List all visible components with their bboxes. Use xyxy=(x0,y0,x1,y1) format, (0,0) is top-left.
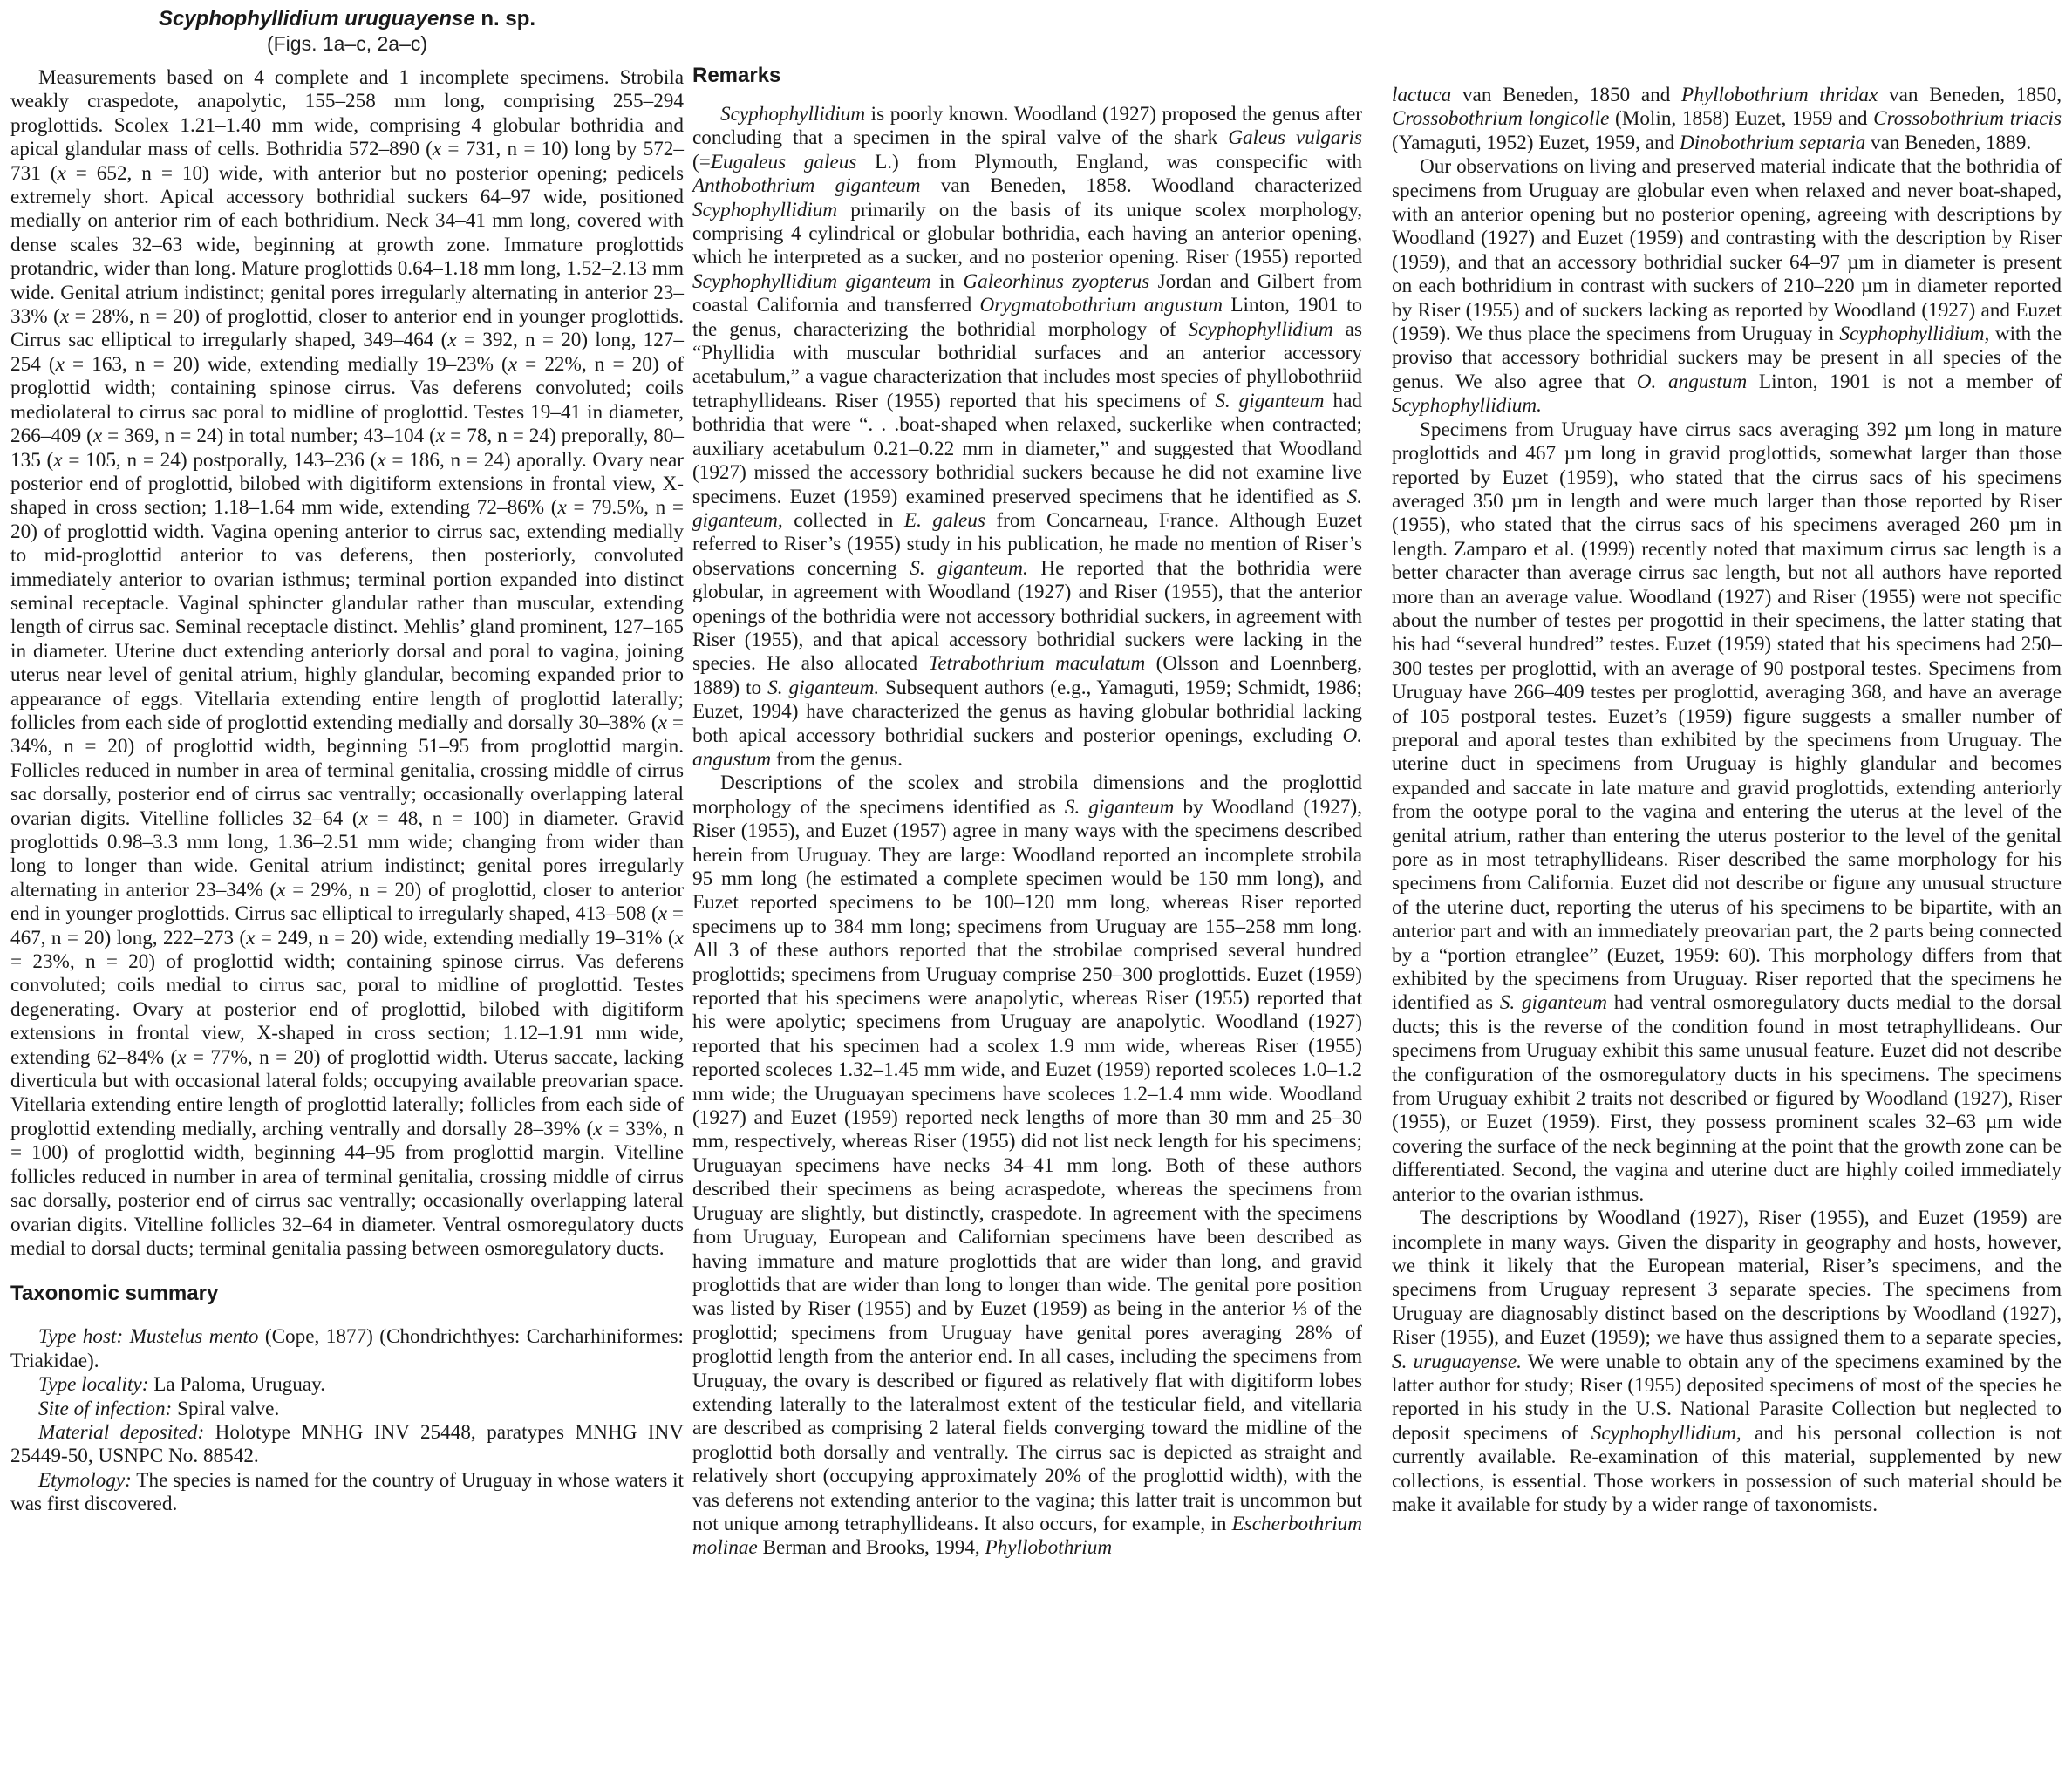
species-header xyxy=(10,7,684,56)
text-run: Measurements based on 4 complete and 1 incomplete specimens. Strobila weakly craspedote, anapolytic, 155–258 mm long, comprising 255–294 proglottids. Scolex 1.21–1.40 mm wide, comprising 4 globular bothridia and apical glandular mass of cells. Bothridia 572–890 ( xyxy=(10,66,684,161)
text-run: (Molin, 1858) Euzet, 1959 and xyxy=(1609,107,1874,131)
italic-text: Site of infection: xyxy=(38,1397,173,1420)
text-run: is poorly known. Woodland (1927) proposed the genus after concluding that a specimen in the spiral valve of the shark xyxy=(692,103,1362,150)
text-run: = 79.5%, n = 20) of proglottid width. Vagina opening anterior to cirrus sac, extending medially to mid-proglottid anterior to vas deferens, then posteriorly, convoluted immediately anterior to ovarian isthmus; terminal portion expanded into distinct seminal receptacle. Vaginal sphincter glandular rather than muscular, extending length of cirrus sac. Seminal receptacle distinct. Mehlis’ gland prominent, 127–165 in diameter. Uterine duct extending anteriorly dorsal and poral to vagina, joining uterus near level of genital atrium, highly glandular, becoming expanded prior to appearance of eggs. Vitellaria extending entire length of proglottid laterally; follicles from each side of proglottid extending medially and dorsally 30–38% ( xyxy=(10,496,684,734)
text-run: had ventral osmoregulatory ducts medial to the dorsal ducts; this is the reverse of the condition found in most tetraphyllideans. Our specimens from Uruguay exhibit this same unusual feature. Euzet did not describe the configuration of the osmoregulatory ducts in his specimens. The specimens from Uruguay exhibit 2 traits not described or figured by Woodland (1927), Riser (1955), or Euzet (1959). First, they possess prominent scales 32–63 µm wide covering the surface of the neck beginning at the point that the growth zone can be differentiated. Second, the vagina and uterine duct are highly coiled immediately anterior to the ovarian isthmus. xyxy=(1392,991,2062,1206)
italic-text: x xyxy=(246,926,256,949)
text-run: Subsequent authors (e.g., Yamaguti, 1959; Schmidt, 1986; Euzet, 1994) have characterized the genus as having globular bothridial lacking both apical accessory bothridial suckers and posterior openings, excluding xyxy=(692,676,1363,747)
italic-text: Galeorhinus zyopterus xyxy=(963,269,1150,293)
summary-entry xyxy=(10,1325,684,1373)
italic-text: lactuca xyxy=(1392,84,1452,106)
italic-text: S. giganteum. xyxy=(767,676,880,699)
italic-text: O. angustum xyxy=(692,724,1362,771)
text-run: = 77%, n = 20) of proglottid width. Uterus saccate, lacking diverticula but with occasional lateral folds; occupying available preovarian space. Vitellaria extending entire length of proglottid laterally; follicles from each side of proglottid extending medially, arching ventrally and dorsally 28–39% ( xyxy=(10,1045,684,1140)
italic-text: Phyllobothrium xyxy=(985,1536,1113,1560)
italic-text: Type host: Mustelus mento xyxy=(38,1325,259,1349)
species-title xyxy=(10,7,684,31)
italic-text: Scyphophyllidium. xyxy=(1392,394,1542,418)
column-left xyxy=(10,0,684,1517)
italic-text: x xyxy=(92,425,103,448)
italic-text: Orygmatobothrium angustum xyxy=(979,294,1223,317)
text-run: Jordan and Gilbert from coastal California and transferred xyxy=(692,269,1362,317)
text-run: van Beneden, 1889. xyxy=(1865,131,2032,154)
text-run: in xyxy=(930,269,964,293)
text-run: from Concarneau, France. Although Euzet referred to Riser’s (1955) study in his publication, he made no mention of Riser’s observations concerning xyxy=(692,508,1362,580)
text-run: Linton, 1901 to the genus, characterizing the bothridial morphology of xyxy=(692,294,1362,341)
text-run: with the proviso that accessory bothridial suckers may be present in all species of the genus. We also agree that xyxy=(1392,323,2062,393)
italic-text: Dinobothrium septaria xyxy=(1679,131,1866,154)
text-run: = 48, n = 100) in diameter. Gravid proglottids 0.98–3.3 mm long, 1.36–2.51 mm wide; changing from wider than long to longer than wide. Genital atrium indistinct; genital pores irregularly alternating in anterior 23–34% ( xyxy=(10,806,684,902)
text-run: = 186, n = 24) aporally. Ovary near posterior end of proglottid, bilobed with digitiform extensions in frontal view, X-shaped in cross section; 1.18–1.64 mm wide, extending 72–86% ( xyxy=(10,448,684,520)
italic-text: Type locality: xyxy=(38,1373,149,1397)
text-run: (Olsson and Loennberg, 1889) to xyxy=(692,652,1362,699)
text-run: had bothridia that were “. . .boat-shaped when relaxed, suckerlike when contracted; auxiliary acetabulum 0.21–0.22 mm in diameter,” and suggested that Woodland (1927) missed the accessory bothridial suckers because he did not examine live specimens. Euzet (1959) examined preserved specimens that he identified as xyxy=(692,389,1363,508)
italic-text: x xyxy=(435,425,446,448)
text-run: collected in xyxy=(782,508,904,532)
text-run: The species is named for the country of Uruguay in whose waters it was first discovered. xyxy=(10,1468,684,1516)
italic-text: x xyxy=(658,711,667,734)
text-run: La Paloma, Uruguay. xyxy=(148,1373,326,1397)
remarks-heading: Remarks xyxy=(692,64,781,87)
italic-text: Scyphophyllidium, xyxy=(1591,1421,1741,1445)
text-run: primarily on the basis of its unique scolex morphology, comprising 4 cylindrical or globular bothridia, each having an anterior opening, which he interpreted as a sucker, and no posterior opening. Riser (1955) reported xyxy=(692,198,1362,269)
text-run: = 29%, n = 20) of proglottid, closer to anterior end in younger proglottids. Cirrus sac elliptical to irregularly shaped, 413–508 ( xyxy=(10,878,685,926)
paragraph xyxy=(692,772,1362,1560)
italic-text: Crossobothrium triacis xyxy=(1873,107,2062,131)
italic-text: x xyxy=(674,926,684,949)
italic-text: x xyxy=(358,806,368,830)
description-body xyxy=(10,66,684,1261)
text-run: Berman and Brooks, 1994, xyxy=(757,1536,985,1560)
text-run: = 28%, n = 20) of proglottid, closer to anterior end in younger proglottids. Cirrus sac elliptical to irregularly shaped, 349–464 ( xyxy=(10,305,684,352)
text-run: van Beneden, 1850, xyxy=(1878,84,2062,106)
italic-text: x xyxy=(276,878,286,902)
italic-text: x xyxy=(508,352,518,376)
text-run: = 249, n = 20) wide, extending medially 19–31% ( xyxy=(255,926,675,949)
italic-text: x xyxy=(447,329,457,352)
italic-text: x xyxy=(658,902,667,926)
text-run: = 23%, n = 20) of proglottid width; containing spinose cirrus. Vas deferens convoluted; coils medial to cirrus sac, poral to midline of proglottid. Testes degenerating. Ovary at posterior end of proglottid, bilobed with digitiform extensions in frontal view, X-shaped in cross section; 1.12–1.91 mm wide, extending 62–84% ( xyxy=(10,950,684,1069)
italic-text: Eugaleus galeus xyxy=(710,150,857,173)
summary-entry xyxy=(10,1373,684,1397)
text-run: from the genus. xyxy=(771,747,903,771)
text-run: as “Phyllidia with muscular bothridial surfaces and an anterior accessory acetabulum,” a vague characterization that includes most species of phyllobothriid tetraphyllideans. Riser (1955) reported that his specimens of xyxy=(692,317,1362,412)
italic-text: x xyxy=(557,496,567,520)
summary-entry xyxy=(10,1421,684,1469)
italic-text: Scyphophyllidium xyxy=(692,198,838,221)
italic-text: x xyxy=(59,305,70,329)
italic-text: S. giganteum xyxy=(1215,389,1325,412)
italic-text: x xyxy=(432,138,442,161)
italic-text: Scyphophyllidium xyxy=(720,103,866,126)
italic-text: Etymology: xyxy=(38,1468,132,1492)
text-run: (= xyxy=(692,150,711,173)
italic-text: x xyxy=(55,352,65,376)
italic-text: S. uruguayense. xyxy=(1392,1350,1522,1373)
text-run: Descriptions of the scolex and strobila dimensions and the proglottid morphology of the specimens identified as xyxy=(692,772,1362,819)
italic-text: x xyxy=(53,448,63,472)
text-run: L.) from Plymouth, England, was conspecific with xyxy=(856,150,1362,173)
text-run: = 467, n = 20) long, 222–273 ( xyxy=(10,902,684,949)
remarks-body-part1 xyxy=(692,103,1362,1561)
paragraph xyxy=(1392,84,2062,155)
italic-text: S. giganteum xyxy=(1499,991,1607,1015)
paragraph xyxy=(692,103,1362,772)
summary-entry xyxy=(10,1469,684,1517)
paragraph xyxy=(1392,418,2062,1207)
text-run: Spiral valve. xyxy=(172,1397,280,1420)
summary-entry xyxy=(10,1398,684,1421)
column-right xyxy=(1392,0,2062,1517)
paragraph xyxy=(1392,1207,2062,1517)
column-middle xyxy=(692,0,1362,1561)
italic-text: Scyphophyllidium, xyxy=(1839,323,1990,346)
text-run: = 731, n = 10) long by 572–731 ( xyxy=(10,138,684,185)
text-run: Holotype MNHG INV 25448, paratypes MNHG INV 25449-50, USNPC No. 88542. xyxy=(10,1420,685,1468)
text-run: = 369, n = 24) in total number; 43–104 ( xyxy=(102,425,436,448)
text-run: = 163, n = 20) wide, extending medially 19–23% ( xyxy=(64,352,508,376)
text-run: (Cope, 1877) (Chondrichthyes: Carcharhiniformes: Triakidae). xyxy=(10,1325,684,1372)
text-run: = 652, n = 10) wide, with anterior but no posterior opening; pedicels extremely short. Apical accessory bothridial suckers 64–97 wide, positioned medially on anterior rim of each bothridium. Neck 34–41 mm long, covered with dense scales 32–63 wide, beginning at growth zone. Immature proglottids protandric, wider than long. Mature proglottids 0.64–1.18 mm long, 1.52–2.13 mm wide. Genital atrium indistinct; genital pores irregularly alternating in anterior 23–33% ( xyxy=(10,161,684,329)
paragraph xyxy=(10,66,684,1261)
italic-text: Galeus vulgaris xyxy=(1228,126,1362,150)
text-run: He reported that the bothridia were globular, in agreement with Woodland (1927) and Riser (1955), that the anterior openings of the bothridia were not accessory bothridial suckers, in agreement with Riser (1955), and that apical accessory bothridial suckers were lacking in the species. He also allocated xyxy=(692,556,1363,676)
text-run: = 392, n = 20) long, 127–254 ( xyxy=(10,329,684,376)
remarks-body-part2 xyxy=(1392,84,2062,1517)
text-run: We were unable to obtain any of the specimens examined by the latter author for study; Riser (1955) deposited specimens of most of the species he reported in his study in the U.S. National Parasite Collection but neglected to deposit specimens of xyxy=(1392,1350,2062,1445)
text-run: The descriptions by Woodland (1927), Riser (1955), and Euzet (1959) are incomplete in many ways. Given the disparity in geography and hosts, however, we think it likely that the European material, Riser’s specimens, and the specimens from Uruguay represent 3 separate species. The specimens from Uruguay are diagnosably distinct based on the descriptions by Woodland (1927), Riser (1955), and Euzet (1959); we have thus assigned them to a separate species, xyxy=(1392,1207,2062,1350)
text-run: (Yamaguti, 1952) Euzet, 1959, and xyxy=(1392,131,1680,154)
species-name: Scyphophyllidium uruguayense xyxy=(158,7,475,31)
italic-text: E. galeus xyxy=(903,508,985,532)
text-run: van Beneden, 1858. Woodland characterized xyxy=(920,174,1362,198)
italic-text: Material deposited: xyxy=(38,1420,205,1444)
italic-text: x xyxy=(593,1117,603,1140)
italic-text: x xyxy=(377,448,386,472)
italic-text: x xyxy=(57,161,66,185)
text-run: = 22%, n = 20) of proglottid width; containing spinose cirrus. Vas deferens convoluted; coils mediolateral to cirrus sac poral to midline of proglottid. Testes 19–41 in diameter, 266–409 ( xyxy=(10,352,684,448)
text-run: Specimens from Uruguay have cirrus sacs averaging 392 µm long in mature proglottids and 467 µm long in gravid proglottids, somewhat larger than those reported by Euzet (1959), who stated that the cirrus sacs of his specimens averaged 350 µm in length and were much larger than those reported by Riser (1955), who stated that the cirrus sacs of his specimens averaged 260 µm in length. Zamparo et al. (1999) recently noted that maximum cirrus sac length is a better character than average cirrus sac length, but not all authors have reported more than an average value. Woodland (1927) and Riser (1955) were not specific about the number of testes per progottid in their specimens, the latter stating that his had “several hundred” testes. Euzet (1959) stated that his specimens had 250–300 testes per proglottid, with an average of 90 postporal testes. Specimens from Uruguay have 266–409 testes per proglottid, averaging 368, and have an average of 105 postporal testes. Euzet’s (1959) figure suggests a smaller number of preporal and aporal testes than exhibited by the specimens from Uruguay. The uterine duct in specimens from Uruguay is highly glandular and becomes expanded and saccate in late mature and gravid proglottids, extending anteriorly from the ootype poral to the vagina and entering the uterus at the level of the genital atrium, rather than entering the uterus posterior to the level of the genital pore as in most tetraphyllideans. Riser described the same morphology for his specimens from California. Euzet did not describe or figure any unusual structure of the uterine duct, reporting the uterus of his specimens to be bipartite, with an anterior part and with an immediately preovarian part, the 2 parts being connected by a “portion etranglee” (Euzet, 1959: 60). This morphology differs from that exhibited by the specimens from Uruguay. Riser reported that the specimens he identified as xyxy=(1392,418,2062,1015)
italic-text: Scyphophyllidium giganteum xyxy=(692,269,931,293)
text-run: = 33%, n = 100) of proglottid width, beginning 44–95 from proglottid margin. Vitelline follicles reduced in number in area of terminal genitalia, crossing middle of cirrus sac dorsally, posterior end of cirrus sac ventrally; occasionally overlapping lateral ovarian digits. Vitelline follicles 32–64 in diameter. Ventral osmoregulatory ducts medial to dorsal ducts; terminal genitalia passing between osmoregulatory ducts. xyxy=(10,1117,684,1260)
paragraph xyxy=(1392,155,2062,418)
italic-text: Tetrabothrium maculatum xyxy=(928,652,1146,676)
text-run: van Beneden, 1850 and xyxy=(1451,84,1682,106)
text-run: = 78, n = 24) preporally, 80–135 ( xyxy=(10,425,684,472)
text-run: and his personal collection is not currently available. Re-examination of this material, supplemented by new collections, is essential. Those workers in possession of such material should be make it available for study by a wider range of taxonomists. xyxy=(1392,1421,2062,1516)
taxonomic-summary-heading: Taxonomic summary xyxy=(10,1282,219,1306)
italic-text: Crossobothrium longicolle xyxy=(1392,107,1610,131)
italic-text: x xyxy=(177,1045,187,1069)
species-status: n. sp. xyxy=(474,7,536,31)
figure-reference: (Figs. 1a–c, 2a–c) xyxy=(266,32,428,55)
italic-text: S. giganteum xyxy=(1064,795,1175,819)
text-run: = 105, n = 24) postporally, 143–236 ( xyxy=(62,448,378,472)
text-run: Our observations on living and preserved material indicate that the bothridia of specimens from Uruguay are globular even when relaxed and never boat-shaped, with an anterior opening but no posterior opening, agreeing with descriptions by Woodland (1927) and Euzet (1959) and contrasting with the description by Riser (1959), and that an accessory bothridial sucker 64–97 µm in diameter is present on each bothridium in contrast with suckers of 210–220 µm in diameter reported by Riser (1955) and of suckers lacking as reported by Woodland (1927) and Euzet (1959). We thus place the specimens from Uruguay in xyxy=(1392,155,2062,346)
taxonomic-summary-body xyxy=(10,1325,684,1516)
text-run: by Woodland (1927), Riser (1955), and Euzet (1957) agree in many ways with the specimens described herein from Uruguay. They are large: Woodland reported an incomplete strobila 95 mm long (he estimated a complete specimen would be 150 mm long), and Euzet reported specimens to be 100–120 mm long, whereas Riser reported specimens up to 384 mm long; specimens from Uruguay are 155–258 mm long. All 3 of these authors reported that the strobilae comprised several hundred proglottids; specimens from Uruguay comprise 250–300 proglottids. Euzet (1959) reported that his specimens were anapolytic, whereas Riser (1955) reported that his were apolytic; specimens from Uruguay are anapolytic. Woodland (1927) reported that his specimen had a scolex 1.9 mm wide, whereas Riser (1955) reported scoleces 1.32–1.45 mm wide, and Euzet (1959) reported scoleces 1.0–1.2 mm wide; the Uruguayan specimens have scoleces 1.2–1.4 mm wide. Woodland (1927) and Euzet (1959) reported neck lengths of more than 30 mm and 25–30 mm, respectively, whereas Riser (1955) did not list neck length for his specimens; Uruguayan specimens have necks 34–41 mm long. Both of these authors described their specimens as being acraspedote, whereas the specimens from Uruguay are slightly, but distinctly, craspedote. In agreement with the specimens from Uruguay, European and Californian specimens have been described as having immature and mature proglottids that are wider than long, and gravid proglottids that are wider than long to longer than wide. The genital pore position was listed by Riser (1955) and by Euzet (1959) as being in the anterior ⅓ of the proglottid; specimens from Uruguay have genital pores averaging 28% of proglottid length from the anterior end. In all cases, including the specimens from Uruguay, the ovary is described or figured as relatively flat with digitiform lobes extending laterally to the lateralmost extent of the testicular field, and vitellaria are described as comprising 2 lateral fields converging toward the midline of the proglottid both dorsally and ventrally. The cirrus sac is depicted as straight and relatively short (occupying approximately 20% of the proglottid width), with the vas deferens not extending anterior to the vagina; this latter trait is uncommon but not unique among tetraphyllideans. It also occurs, for example, in xyxy=(692,795,1362,1535)
italic-text: O. angustum xyxy=(1636,370,1748,393)
italic-text: Escherbothrium molinae xyxy=(692,1512,1362,1560)
italic-text: S. giganteum. xyxy=(910,556,1028,580)
text-run: = 34%, n = 20) of proglottid width, beginning 51–95 from proglottid margin. Follicles reduced in number in area of terminal genitalia, crossing middle of cirrus sac dorsally, posterior end of cirrus sac ventrally; occasionally overlapping lateral ovarian digits. Vitelline follicles 32–64 ( xyxy=(10,711,684,830)
italic-text: Anthobothrium giganteum xyxy=(692,174,921,198)
text-run: Linton, 1901 is not a member of xyxy=(1747,370,2062,393)
italic-text: S. giganteum, xyxy=(692,485,1362,532)
italic-text: Scyphophyllidium xyxy=(1188,317,1333,341)
italic-text: Phyllobothrium thridax xyxy=(1681,84,1878,106)
